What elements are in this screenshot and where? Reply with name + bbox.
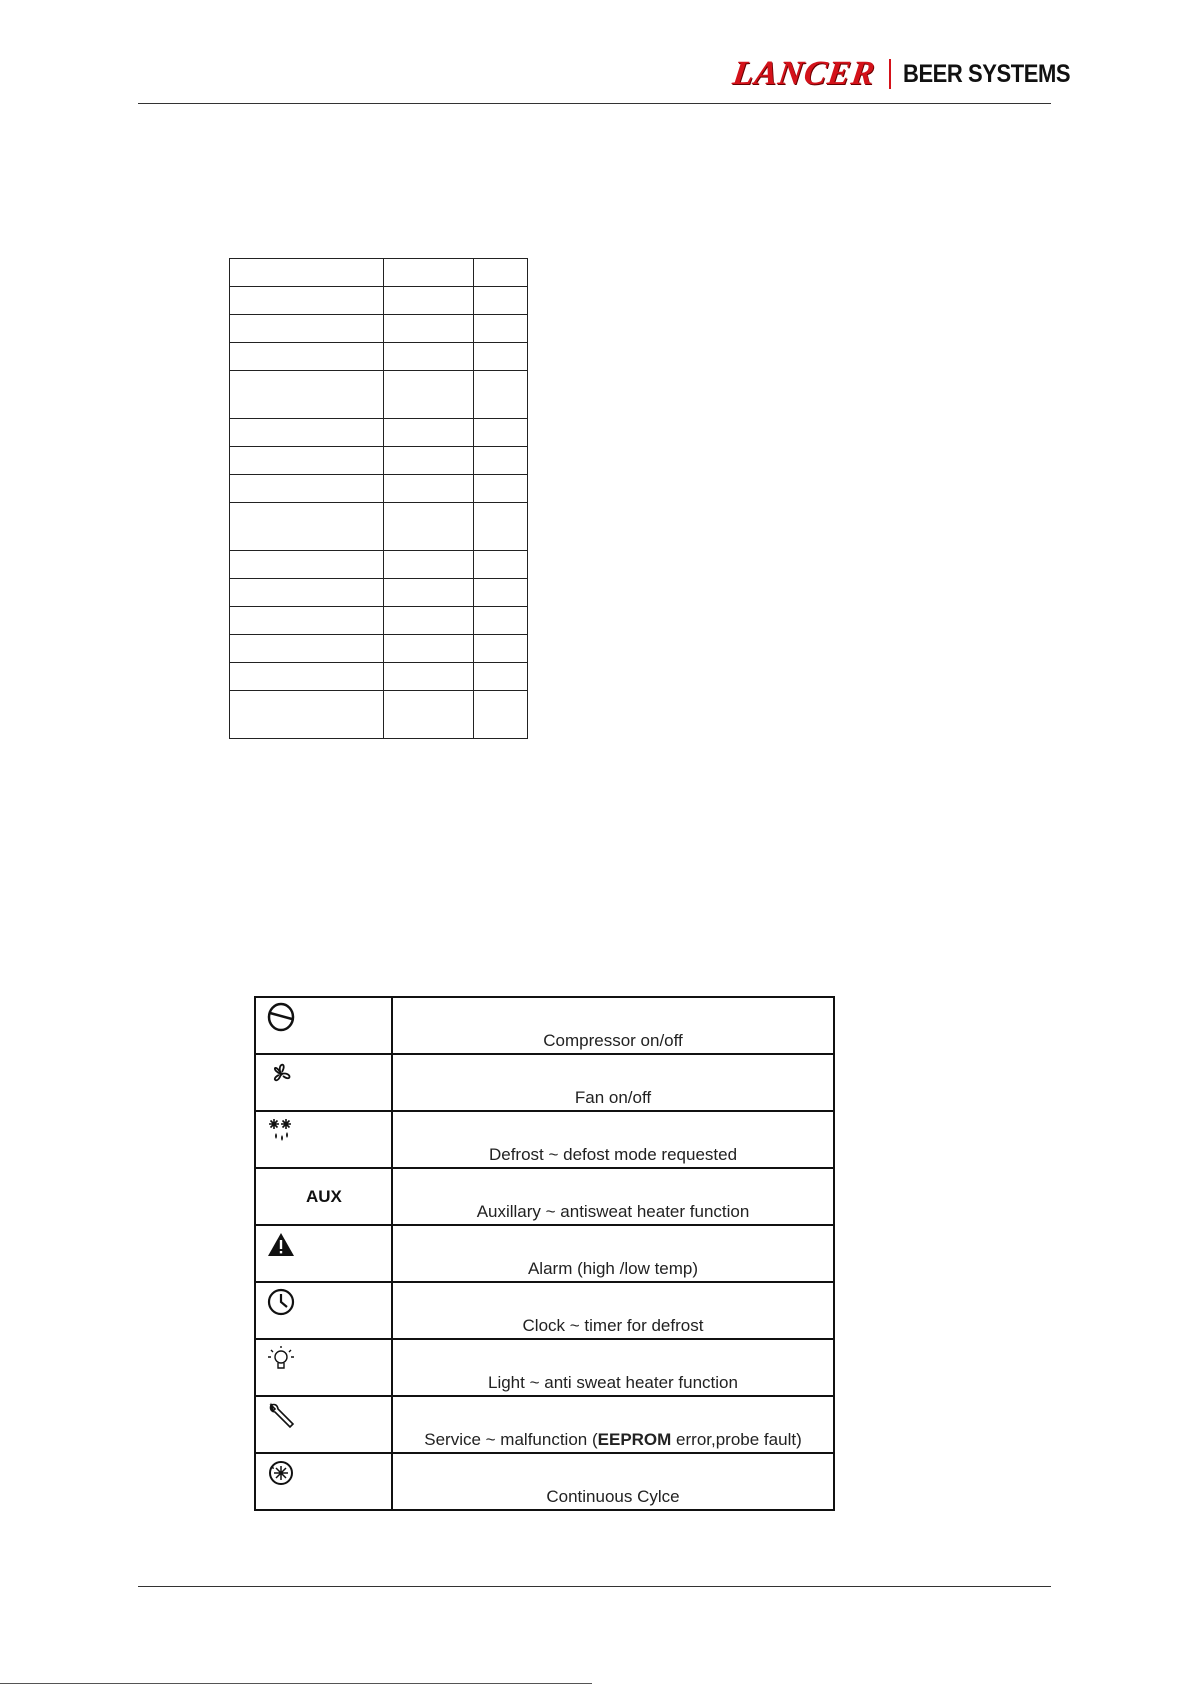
legend-row-clock — [255, 1282, 834, 1339]
legend-icon-cell — [255, 1054, 392, 1111]
parameter-cell — [384, 287, 474, 315]
parameter-row — [230, 287, 528, 315]
legend-description: Compressor on/off — [392, 997, 834, 1054]
service-desc-pre: Service ~ malfunction ( — [424, 1430, 598, 1449]
parameter-cell — [474, 371, 528, 419]
legend-description: Defrost ~ defost mode requested — [392, 1111, 834, 1168]
legend-row-aux — [255, 1168, 834, 1225]
parameter-row — [230, 475, 528, 503]
legend-row-defrost — [255, 1111, 834, 1168]
legend-description: Continuous Cylce — [546, 1487, 680, 1506]
legend-row-light — [255, 1339, 834, 1396]
parameter-cell — [474, 447, 528, 475]
page-bottom-rule — [0, 1683, 592, 1684]
parameter-cell — [230, 503, 384, 551]
legend-description: Clock ~ timer for defrost — [392, 1282, 834, 1339]
parameter-cell — [230, 315, 384, 343]
parameter-cell — [384, 551, 474, 579]
fan-icon — [266, 1059, 296, 1089]
parameter-cell — [474, 259, 528, 287]
parameter-cell — [384, 635, 474, 663]
continuous-cycle-icon — [266, 1458, 296, 1488]
parameter-cell — [474, 315, 528, 343]
legend-icon-cell — [255, 1282, 392, 1339]
parameter-cell — [474, 607, 528, 635]
parameter-row — [230, 419, 528, 447]
parameter-cell — [230, 579, 384, 607]
parameter-cell — [474, 475, 528, 503]
logo-divider — [889, 59, 891, 89]
alarm-icon — [266, 1230, 296, 1260]
parameter-cell — [230, 475, 384, 503]
defrost-icon — [266, 1116, 296, 1146]
legend-description — [392, 1396, 834, 1453]
parameter-cell — [384, 503, 474, 551]
legend-icon-cell — [255, 997, 392, 1054]
legend-icon-cell — [255, 1168, 392, 1225]
parameter-row — [230, 503, 528, 551]
parameter-row — [230, 343, 528, 371]
parameter-row — [230, 635, 528, 663]
lancer-logo — [730, 55, 1093, 92]
parameter-cell — [230, 287, 384, 315]
icon-legend-table — [254, 996, 835, 1511]
logo-brand: LANCER — [730, 55, 878, 92]
wrench-icon — [266, 1401, 296, 1431]
legend-description: Fan on/off — [392, 1054, 834, 1111]
parameter-cell — [384, 343, 474, 371]
legend-row-service — [255, 1396, 834, 1453]
footer-rule — [138, 1586, 1051, 1587]
parameter-table — [229, 258, 528, 739]
legend-row-alarm — [255, 1225, 834, 1282]
parameter-cell — [384, 475, 474, 503]
logo-subtitle: BEER SYSTEMS — [903, 60, 1071, 88]
aux-label: AUX — [306, 1187, 342, 1206]
parameter-cell — [474, 691, 528, 739]
parameter-cell — [230, 419, 384, 447]
parameter-cell — [384, 607, 474, 635]
legend-icon-cell — [255, 1111, 392, 1168]
legend-icon-cell — [255, 1396, 392, 1453]
light-icon — [266, 1344, 296, 1374]
parameter-cell — [230, 607, 384, 635]
parameter-cell — [474, 287, 528, 315]
header-rule — [138, 103, 1051, 104]
parameter-row — [230, 607, 528, 635]
parameter-row — [230, 447, 528, 475]
legend-description: Auxillary ~ antisweat heater function — [392, 1168, 834, 1225]
parameter-cell — [384, 663, 474, 691]
parameter-cell — [230, 371, 384, 419]
parameter-cell — [384, 579, 474, 607]
parameter-cell — [230, 551, 384, 579]
parameter-cell — [474, 663, 528, 691]
parameter-row — [230, 551, 528, 579]
legend-icon-cell — [255, 1225, 392, 1282]
clock-icon — [266, 1287, 296, 1317]
legend-row-continuous — [255, 1453, 834, 1510]
parameter-cell — [230, 343, 384, 371]
parameter-cell — [384, 259, 474, 287]
parameter-cell — [230, 691, 384, 739]
service-desc-bold: EEPROM — [597, 1430, 672, 1449]
parameter-row — [230, 315, 528, 343]
parameter-row — [230, 691, 528, 739]
parameter-cell — [384, 691, 474, 739]
parameter-row — [230, 259, 528, 287]
parameter-cell — [474, 635, 528, 663]
legend-row-fan — [255, 1054, 834, 1111]
legend-row-compressor — [255, 997, 834, 1054]
parameter-cell — [474, 551, 528, 579]
parameter-cell — [384, 419, 474, 447]
parameter-cell — [230, 635, 384, 663]
parameter-row — [230, 579, 528, 607]
parameter-cell — [384, 371, 474, 419]
parameter-cell — [230, 663, 384, 691]
parameter-row — [230, 371, 528, 419]
parameter-cell — [384, 447, 474, 475]
parameter-cell — [474, 579, 528, 607]
legend-description: Light ~ anti sweat heater function — [392, 1339, 834, 1396]
legend-description: Alarm (high /low temp) — [392, 1225, 834, 1282]
parameter-row — [230, 663, 528, 691]
parameter-cell — [474, 419, 528, 447]
parameter-cell — [474, 503, 528, 551]
parameter-table-body — [230, 259, 528, 739]
parameter-cell — [474, 343, 528, 371]
parameter-cell — [230, 259, 384, 287]
compressor-icon — [266, 1002, 296, 1032]
legend-icon-cell — [255, 1453, 392, 1510]
parameter-cell — [230, 447, 384, 475]
legend-icon-cell — [255, 1339, 392, 1396]
parameter-cell — [384, 315, 474, 343]
service-desc-post: error,probe fault) — [671, 1430, 802, 1449]
